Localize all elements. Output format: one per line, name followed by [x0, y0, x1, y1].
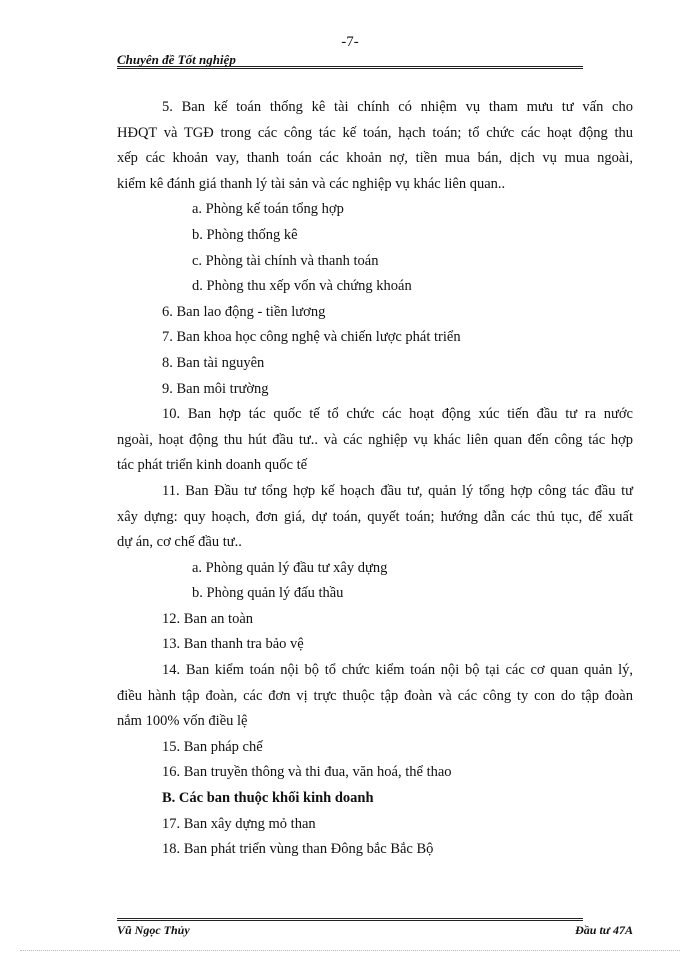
paragraph-line: xây dựng: quy hoạch, đơn giá, dự toán, quyết toán; hướng dẫn các thủ tục, để xuất [117, 508, 633, 525]
page-number: -7- [341, 34, 359, 50]
list-item: 6. Ban lao động - tiền lương [162, 303, 326, 320]
list-item: 8. Ban tài nguyên [162, 354, 265, 371]
list-item: 17. Ban xây dựng mỏ than [162, 815, 316, 832]
paragraph-line: HĐQT và TGĐ trong các công tác kế toán, hạch toán; tổ chức các hoạt động thu [117, 124, 633, 141]
footer-author: Vũ Ngọc Thủy [117, 923, 190, 937]
list-item: 16. Ban truyền thông và thi đua, văn hoá, thể thao [162, 764, 452, 781]
list-item: 9. Ban môi trường [162, 380, 269, 397]
paragraph-line: dự án, cơ chế đầu tư.. [117, 534, 242, 551]
list-item: b. Phòng thống kê [192, 226, 298, 243]
paragraph-line: 5. Ban kế toán thống kê tài chính có nhiệm vụ tham mưu tư vấn cho [162, 99, 633, 115]
page-edge-dotted-line [20, 950, 680, 951]
list-item: 15. Ban pháp chế [162, 738, 263, 755]
list-item: c. Phòng tài chính và thanh toán [192, 252, 379, 269]
paragraph-line: 11. Ban Đầu tư tổng hợp kế hoạch đầu tư, quản lý tổng hợp công tác đầu tư [162, 482, 633, 499]
list-item: b. Phòng quản lý đấu thầu [192, 585, 344, 602]
paragraph-line: nắm 100% vốn điều lệ [117, 713, 248, 730]
paragraph-line: điều hành tập đoàn, các đơn vị trực thuộc tập đoàn và các công ty con do tập đoàn [117, 687, 633, 704]
header-divider [117, 66, 583, 69]
paragraph-line: 14. Ban kiểm toán nội bộ tổ chức kiểm toán nội bộ tại các cơ quan quản lý, [162, 662, 633, 679]
paragraph-line: ngoài, hoạt động thu hút đầu tư.. và các nghiệp vụ khác liên quan đến công tác hợp [117, 431, 633, 448]
list-item: 18. Ban phát triển vùng than Đông bắc Bắc Bộ [162, 841, 434, 858]
section-heading: B. Các ban thuộc khối kinh doanh [162, 790, 374, 807]
paragraph-line: xếp các khoản vay, thanh toán các khoản nợ, tiền mua bán, dịch vụ mua ngoài, [117, 150, 633, 167]
paragraph-line: tác phát triển kinh doanh quốc tế [117, 457, 308, 474]
footer-class: Đầu tư 47A [575, 923, 633, 937]
list-item: 12. Ban an toàn [162, 610, 254, 627]
header-title: Chuyên đề Tốt nghiệp [117, 52, 236, 67]
paragraph-line: 10. Ban hợp tác quốc tế tổ chức các hoạt động xúc tiến đầu tư ra nước [162, 406, 633, 423]
list-item: a. Phòng kế toán tổng hợp [192, 201, 344, 218]
paragraph-line: kiểm kê đánh giá thanh lý tài sản và các nghiệp vụ khác liên quan.. [117, 175, 506, 192]
list-item: a. Phòng quản lý đầu tư xây dựng [192, 559, 388, 576]
list-item: 7. Ban khoa học công nghệ và chiến lược phát triển [162, 329, 461, 346]
document-body [117, 95, 633, 863]
footer-divider [117, 918, 583, 921]
list-item: d. Phòng thu xếp vốn và chứng khoán [192, 278, 412, 295]
list-item: 13. Ban thanh tra bảo vệ [162, 636, 304, 653]
